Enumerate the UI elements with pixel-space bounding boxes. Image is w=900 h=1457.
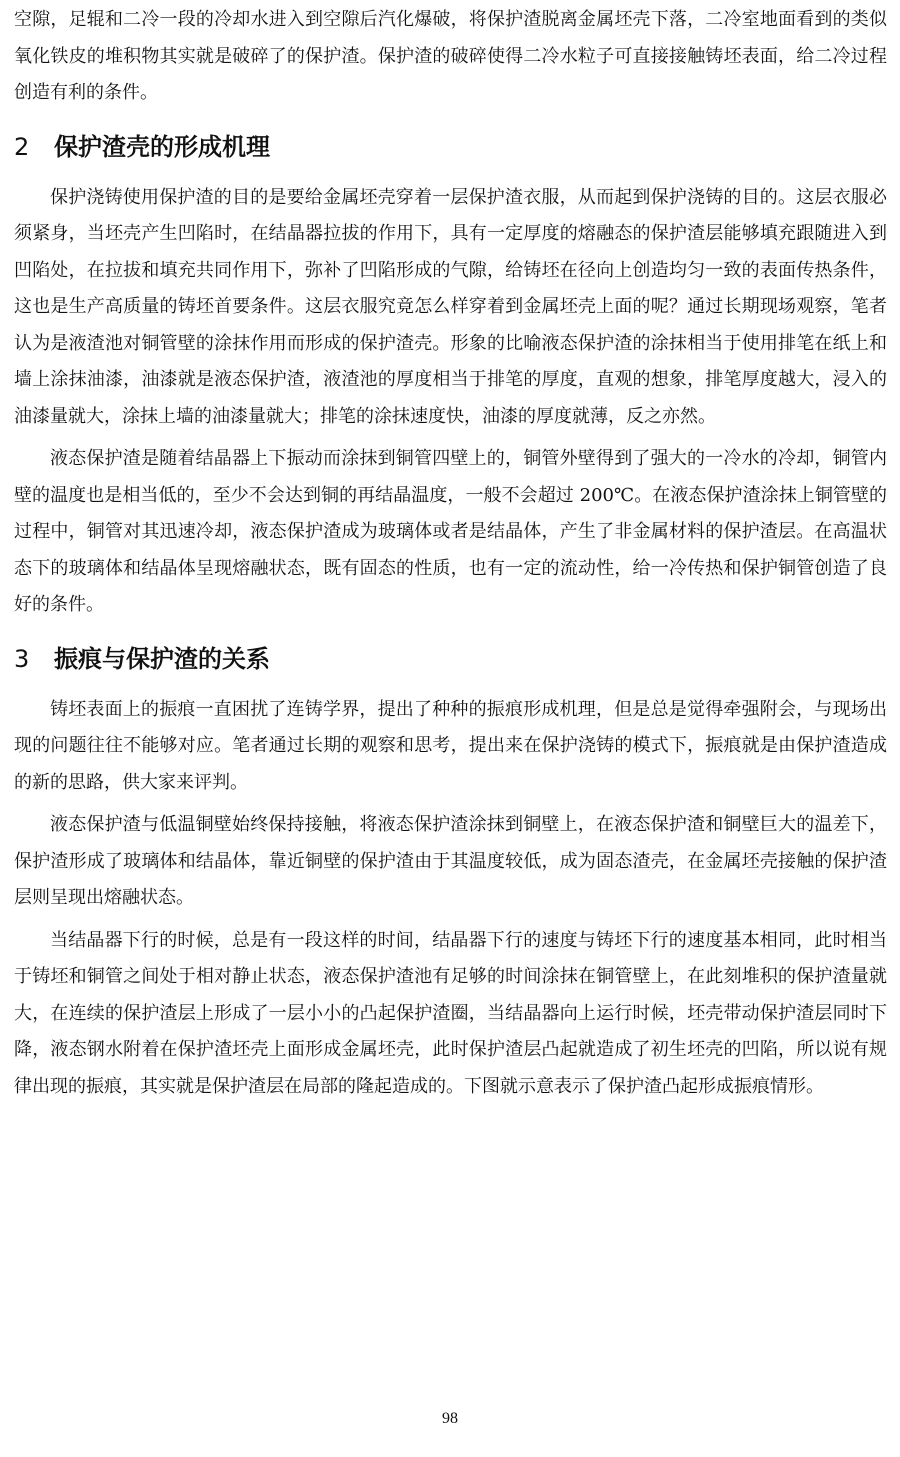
section-2-heading bbox=[14, 131, 887, 163]
section-2-paragraph-1: 保护浇铸使用保护渣的目的是要给金属坯壳穿着一层保护渣衣服，从而起到保护浇铸的目的。这层衣服必须紧身，当坯壳产生凹陷时，在结晶器拉拔的作用下，具有一定厚度的熔融态的保护渣层能够填充跟随进入到凹陷处，在拉拔和填充共同作用下，弥补了凹陷形成的气隙，给铸坯在径向上创造均匀一致的表面传热条件，这也是生产高质量的铸坯首要条件。这层衣服究竟怎么样穿着到金属坯壳上面的呢？通过长期现场观察，笔者认为是液渣池对铜管壁的涂抹作用而形成的保护渣壳。形象的比喻液态保护渣的涂抹相当于使用排笔在纸上和墙上涂抹油漆，油漆就是液态保护渣，液渣池的厚度相当于排笔的厚度，直观的想象，排笔厚度越大，浸入的油漆量就大，涂抹上墙的油漆量就大；排笔的涂抹速度快，油漆的厚度就薄，反之亦然。 bbox=[14, 186, 887, 427]
section-2-title: 保护渣壳的形成机理 bbox=[54, 132, 270, 161]
page-number: 98 bbox=[442, 1410, 458, 1427]
section-3-title: 振痕与保护渣的关系 bbox=[54, 644, 270, 673]
section-2-number: 2 bbox=[14, 132, 30, 161]
section-3-heading bbox=[14, 643, 887, 675]
intro-paragraph: 空隙，足辊和二冷一段的冷却水进入到空隙后汽化爆破，将保护渣脱离金属坯壳下落，二冷室地面看到的类似氧化铁皮的堆积物其实就是破碎了的保护渣。保护渣的破碎使得二冷水粒子可直接接触铸坯表面，给二冷过程创造有利的条件。 bbox=[14, 9, 887, 103]
section-3-paragraph-1: 铸坯表面上的振痕一直困扰了连铸学界，提出了种种的振痕形成机理，但是总是觉得牵强附会，与现场出现的问题往往不能够对应。笔者通过长期的观察和思考，提出来在保护浇铸的模式下，振痕就是由保护渣造成的新的思路，供大家来评判。 bbox=[14, 698, 887, 793]
section-3-paragraph-3: 当结晶器下行的时候，总是有一段这样的时间，结晶器下行的速度与铸坯下行的速度基本相同，此时相当于铸坯和铜管之间处于相对静止状态，液态保护渣池有足够的时间涂抹在铜管壁上，在此刻堆积的保护渣量就大，在连续的保护渣层上形成了一层小小的凸起保护渣圈，当结晶器向上运行时候，坯壳带动保护渣层同时下降，液态钢水附着在保护渣坯壳上面形成金属坯壳，此时保护渣层凸起就造成了初生坯壳的凹陷，所以说有规律出现的振痕，其实就是保护渣层在局部的隆起造成的。下图就示意表示了保护渣凸起形成振痕情形。 bbox=[14, 929, 887, 1097]
section-3-number: 3 bbox=[14, 644, 30, 673]
section-3-paragraph-2: 液态保护渣与低温铜壁始终保持接触，将液态保护渣涂抹到铜壁上，在液态保护渣和铜壁巨大的温差下，保护渣形成了玻璃体和结晶体，靠近铜壁的保护渣由于其温度较低，成为固态渣壳，在金属坯壳接触的保护渣层则呈现出熔融状态。 bbox=[14, 814, 887, 908]
document-page bbox=[14, 2, 887, 1111]
section-2-paragraph-2: 液态保护渣是随着结晶器上下振动而涂抹到铜管四壁上的，铜管外壁得到了强大的一冷水的冷却，铜管内壁的温度也是相当低的，至少不会达到铜的再结晶温度，一般不会超过 200℃。在液态保护渣涂抹上铜管壁的过程中，铜管对其迅速冷却，液态保护渣成为玻璃体或者是结晶体，产生了非金属材料的保护渣层。在高温状态下的玻璃体和结晶体呈现熔融状态，既有固态的性质，也有一定的流动性，给一冷传热和保护铜管创造了良好的条件。 bbox=[14, 448, 887, 615]
